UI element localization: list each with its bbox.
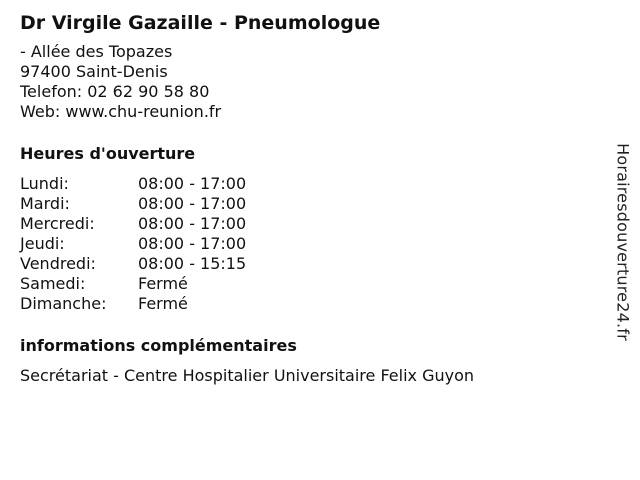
hours-time: 08:00 - 17:00 [138,194,247,213]
additional-info-text: Secrétariat - Centre Hospitalier Universitaire Felix Guyon [20,366,475,385]
hours-day: Jeudi: [20,234,65,253]
phone-number: Telefon: 02 62 90 58 80 [20,82,210,101]
site-watermark: Horairesdouverture24.fr [613,143,633,341]
hours-row-tuesday [20,194,600,214]
hours-row-thursday [20,234,600,254]
hours-time: 08:00 - 17:00 [138,234,247,253]
hours-day: Mercredi: [20,214,95,233]
website-link[interactable]: Web: www.chu-reunion.fr [20,102,222,121]
hours-day: Vendredi: [20,254,96,273]
hours-row-monday [20,174,600,194]
business-card [20,10,600,386]
page-title: Dr Virgile Gazaille - Pneumologue [20,12,381,34]
hours-time: Fermé [138,294,188,313]
hours-row-sunday [20,294,600,314]
address-street: - Allée des Topazes [20,42,173,61]
hours-row-friday [20,254,600,274]
hours-day: Samedi: [20,274,86,293]
hours-row-wednesday [20,214,600,234]
hours-table [20,174,600,314]
hours-day: Lundi: [20,174,69,193]
hours-day: Dimanche: [20,294,107,313]
hours-row-saturday [20,274,600,294]
contact-block [20,42,600,122]
additional-info-heading: informations complémentaires [20,336,297,355]
hours-heading: Heures d'ouverture [20,144,196,163]
hours-time: 08:00 - 17:00 [138,214,247,233]
address-city: 97400 Saint-Denis [20,62,168,81]
hours-time: 08:00 - 17:00 [138,174,247,193]
hours-time: 08:00 - 15:15 [138,254,247,273]
hours-time: Fermé [138,274,188,293]
hours-day: Mardi: [20,194,70,213]
